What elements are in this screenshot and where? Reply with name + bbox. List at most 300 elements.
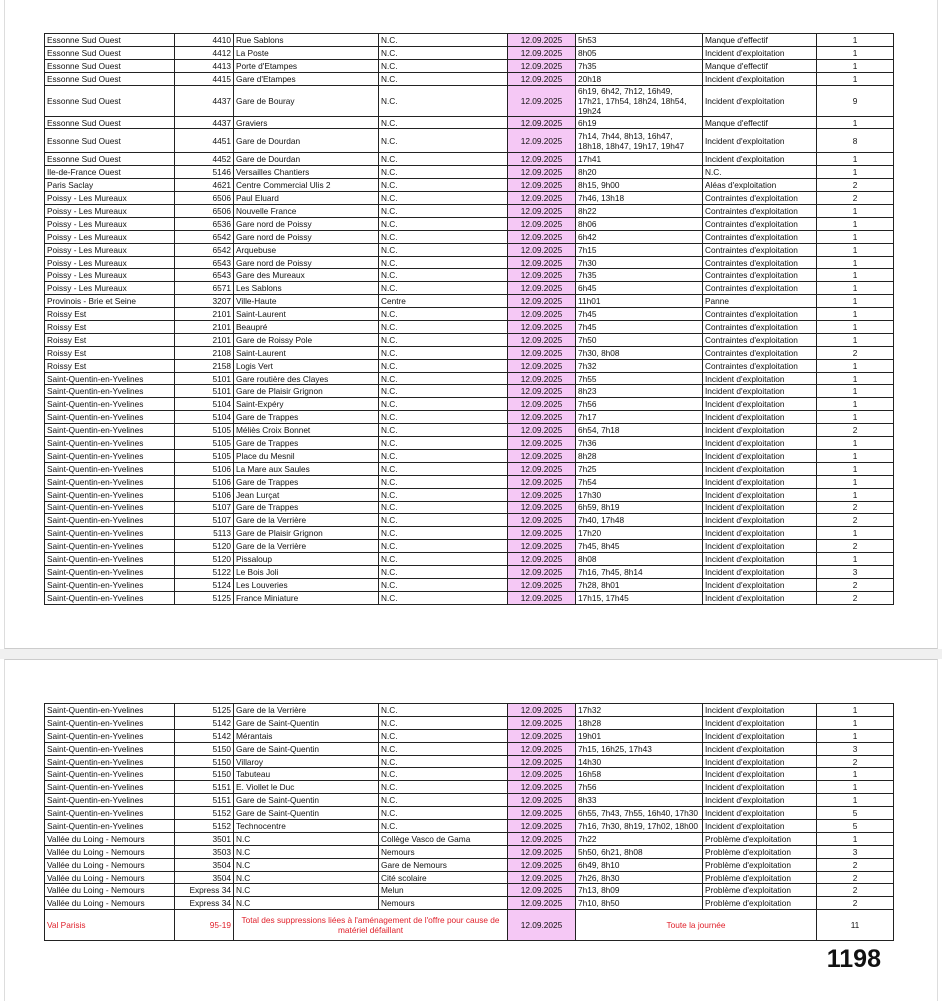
cell-count: 1 [817,153,894,166]
cell-line: 6536 [175,217,234,230]
cell-network: Paris Saclay [45,179,175,192]
cell-line: 3504 [175,871,234,884]
cell-direction: N.C. [379,321,508,334]
cell-times: 7h15 [576,243,703,256]
cell-line: 4437 [175,116,234,129]
cell-date: 12.09.2025 [508,858,576,871]
cell-direction: N.C. [379,553,508,566]
cell-date: 12.09.2025 [508,424,576,437]
cell-network: Saint-Quentin-en-Yvelines [45,565,175,578]
cell-date: 12.09.2025 [508,59,576,72]
cell-stop: Gare de Dourdan [234,129,379,153]
cell-line: 4410 [175,34,234,47]
cell-network: Saint-Quentin-en-Yvelines [45,514,175,527]
cell-reason: Manque d'effectif [703,116,817,129]
cell-reason: Incident d'exploitation [703,72,817,85]
cell-line: 5104 [175,398,234,411]
cell-times: 7h30, 8h08 [576,346,703,359]
cell-network: Essonne Sud Ouest [45,59,175,72]
cell-network: Poissy - Les Mureaux [45,230,175,243]
cell-direction: N.C. [379,72,508,85]
cell-count: 1 [817,59,894,72]
cell-times: 6h55, 7h43, 7h55, 16h40, 17h30 [576,807,703,820]
cell-count: 5 [817,820,894,833]
cell-reason: Incident d'exploitation [703,781,817,794]
cell-times: 17h41 [576,153,703,166]
cell-count: 1 [817,716,894,729]
cell-stop: Gare de Trappes [234,475,379,488]
cell-direction: N.C. [379,437,508,450]
cell-times: 7h35 [576,59,703,72]
cell-direction: Nemours [379,897,508,910]
cell-network: Essonne Sud Ouest [45,129,175,153]
cell-date: 12.09.2025 [508,308,576,321]
cell-direction: N.C. [379,256,508,269]
cell-count: 1 [817,269,894,282]
table-row [45,897,894,910]
cell-date: 12.09.2025 [508,449,576,462]
cell-stop: N.C [234,897,379,910]
cell-count: 1 [817,488,894,501]
cell-stop: Villaroy [234,755,379,768]
cell-date: 12.09.2025 [508,781,576,794]
cell-stop: N.C [234,858,379,871]
cell-stop: Saint-Laurent [234,308,379,321]
cell-date: 12.09.2025 [508,565,576,578]
table-row [45,346,894,359]
cell-line: 2108 [175,346,234,359]
cell-reason: Incident d'exploitation [703,129,817,153]
total-network: Val Parisis [45,910,175,941]
cell-network: Saint-Quentin-en-Yvelines [45,540,175,553]
cell-direction: N.C. [379,46,508,59]
cell-date: 12.09.2025 [508,591,576,604]
cell-date: 12.09.2025 [508,514,576,527]
cell-times: 8h33 [576,794,703,807]
cell-stop: Gare de Roissy Pole [234,333,379,346]
table-row [45,205,894,218]
cell-times: 6h19, 6h42, 7h12, 16h49, 17h21, 17h54, 18h24, 18h54, 19h24 [576,85,703,116]
cell-count: 1 [817,398,894,411]
cell-network: Provinois - Brie et Seine [45,295,175,308]
cell-reason: N.C. [703,166,817,179]
cell-times: 7h22 [576,832,703,845]
cell-times: 7h56 [576,781,703,794]
cell-line: 5105 [175,424,234,437]
table-row [45,794,894,807]
cell-direction: N.C. [379,217,508,230]
cell-count: 1 [817,217,894,230]
table-row [45,514,894,527]
table-row [45,153,894,166]
cell-line: 5106 [175,488,234,501]
cell-direction: N.C. [379,129,508,153]
cell-times: 7h55 [576,372,703,385]
cell-date: 12.09.2025 [508,129,576,153]
table-row [45,858,894,871]
cell-stop: Méliès Croix Bonnet [234,424,379,437]
cell-count: 8 [817,129,894,153]
cell-direction: N.C. [379,205,508,218]
cell-count: 9 [817,85,894,116]
cell-stop: Graviers [234,116,379,129]
cell-date: 12.09.2025 [508,321,576,334]
cell-line: 5101 [175,372,234,385]
cell-line: 5142 [175,716,234,729]
cell-count: 2 [817,871,894,884]
table-row [45,462,894,475]
cell-stop: Gare nord de Poissy [234,230,379,243]
cell-date: 12.09.2025 [508,205,576,218]
cell-date: 12.09.2025 [508,398,576,411]
cell-reason: Manque d'effectif [703,59,817,72]
cell-line: 5105 [175,437,234,450]
cell-count: 1 [817,359,894,372]
cell-count: 1 [817,205,894,218]
cell-line: 5125 [175,704,234,717]
table-row [45,59,894,72]
cell-date: 12.09.2025 [508,716,576,729]
cell-network: Essonne Sud Ouest [45,85,175,116]
cell-stop: N.C [234,871,379,884]
cell-count: 3 [817,565,894,578]
cell-count: 1 [817,166,894,179]
cell-direction: N.C. [379,153,508,166]
table-row [45,871,894,884]
cell-network: Essonne Sud Ouest [45,34,175,47]
cell-times: 7h45 [576,308,703,321]
cell-line: 5150 [175,742,234,755]
cell-stop: Place du Mesnil [234,449,379,462]
cell-direction: N.C. [379,449,508,462]
table-row [45,704,894,717]
cell-count: 1 [817,832,894,845]
cell-reason: Incident d'exploitation [703,475,817,488]
cell-date: 12.09.2025 [508,832,576,845]
table-row [45,742,894,755]
table-row [45,46,894,59]
table-row [45,768,894,781]
cell-stop: Nouvelle France [234,205,379,218]
cell-reason: Incident d'exploitation [703,704,817,717]
table-row [45,321,894,334]
cell-reason: Problème d'exploitation [703,858,817,871]
cell-reason: Incident d'exploitation [703,755,817,768]
total-date: 12.09.2025 [508,910,576,941]
table-row [45,230,894,243]
cell-date: 12.09.2025 [508,230,576,243]
cell-direction: N.C. [379,704,508,717]
table-row [45,34,894,47]
cell-line: 5125 [175,591,234,604]
cell-stop: Les Louveries [234,578,379,591]
cell-stop: La Mare aux Saules [234,462,379,475]
cell-network: Saint-Quentin-en-Yvelines [45,398,175,411]
cell-direction: N.C. [379,411,508,424]
cell-line: 3504 [175,858,234,871]
cell-date: 12.09.2025 [508,704,576,717]
cell-direction: N.C. [379,59,508,72]
cell-stop: Le Bois Joli [234,565,379,578]
cell-network: Vallée du Loing - Nemours [45,832,175,845]
cell-count: 1 [817,46,894,59]
cell-stop: Pissaloup [234,553,379,566]
cell-reason: Contraintes d'exploitation [703,217,817,230]
cell-direction: N.C. [379,578,508,591]
cell-reason: Contraintes d'exploitation [703,256,817,269]
cell-stop: Centre Commercial Ulis 2 [234,179,379,192]
cell-stop: France Miniature [234,591,379,604]
cell-stop: E. Viollet le Duc [234,781,379,794]
cell-reason: Incident d'exploitation [703,153,817,166]
cell-stop: Jean Lurçat [234,488,379,501]
cell-stop: N.C [234,884,379,897]
cell-date: 12.09.2025 [508,807,576,820]
cell-date: 12.09.2025 [508,116,576,129]
cell-count: 1 [817,321,894,334]
cell-times: 20h18 [576,72,703,85]
cell-line: 6542 [175,243,234,256]
cell-reason: Problème d'exploitation [703,871,817,884]
cell-date: 12.09.2025 [508,243,576,256]
cell-network: Ile-de-France Ouest [45,166,175,179]
cell-count: 2 [817,591,894,604]
cell-times: 7h28, 8h01 [576,578,703,591]
cell-times: 7h35 [576,269,703,282]
cell-network: Poissy - Les Mureaux [45,256,175,269]
cell-direction: N.C. [379,475,508,488]
cell-date: 12.09.2025 [508,385,576,398]
cell-date: 12.09.2025 [508,346,576,359]
cell-direction: N.C. [379,269,508,282]
table-row [45,755,894,768]
cell-date: 12.09.2025 [508,269,576,282]
cell-date: 12.09.2025 [508,845,576,858]
cell-date: 12.09.2025 [508,462,576,475]
cell-times: 6h19 [576,116,703,129]
cell-direction: N.C. [379,359,508,372]
cell-reason: Incident d'exploitation [703,716,817,729]
cell-direction: N.C. [379,794,508,807]
cell-reason: Contraintes d'exploitation [703,269,817,282]
cell-direction: Cité scolaire [379,871,508,884]
table-row [45,832,894,845]
cell-reason: Problème d'exploitation [703,884,817,897]
cell-network: Saint-Quentin-en-Yvelines [45,768,175,781]
cell-count: 1 [817,437,894,450]
cell-line: 5122 [175,565,234,578]
table-row [45,192,894,205]
cell-times: 7h32 [576,359,703,372]
cell-network: Saint-Quentin-en-Yvelines [45,755,175,768]
cell-reason: Panne [703,295,817,308]
cell-reason: Incident d'exploitation [703,794,817,807]
cell-times: 17h30 [576,488,703,501]
cell-network: Saint-Quentin-en-Yvelines [45,437,175,450]
cell-date: 12.09.2025 [508,46,576,59]
cell-date: 12.09.2025 [508,359,576,372]
table-row [45,488,894,501]
cell-times: 8h23 [576,385,703,398]
cell-count: 2 [817,897,894,910]
cell-times: 5h53 [576,34,703,47]
cell-times: 7h14, 7h44, 8h13, 16h47, 18h18, 18h47, 19h17, 19h47 [576,129,703,153]
cell-reason: Contraintes d'exploitation [703,192,817,205]
cell-count: 3 [817,742,894,755]
cell-times: 7h36 [576,437,703,450]
cell-count: 2 [817,346,894,359]
cell-direction: N.C. [379,398,508,411]
cell-network: Roissy Est [45,359,175,372]
table-row [45,359,894,372]
cell-network: Poissy - Les Mureaux [45,269,175,282]
table-row [45,553,894,566]
cell-reason: Problème d'exploitation [703,832,817,845]
cell-direction: N.C. [379,230,508,243]
cell-line: 2158 [175,359,234,372]
cell-direction: N.C. [379,501,508,514]
cell-direction: N.C. [379,591,508,604]
cell-stop: Saint-Laurent [234,346,379,359]
table-row [45,845,894,858]
cell-stop: Gare de Saint-Quentin [234,807,379,820]
cell-reason: Manque d'effectif [703,34,817,47]
cell-date: 12.09.2025 [508,897,576,910]
cell-date: 12.09.2025 [508,871,576,884]
cell-network: Vallée du Loing - Nemours [45,884,175,897]
cell-reason: Incident d'exploitation [703,729,817,742]
cell-direction: N.C. [379,424,508,437]
cell-line: 5120 [175,540,234,553]
cell-network: Essonne Sud Ouest [45,153,175,166]
cell-stop: Gare de Saint-Quentin [234,742,379,755]
cell-direction: Nemours [379,845,508,858]
cell-times: 7h25 [576,462,703,475]
cell-direction: N.C. [379,282,508,295]
cell-times: 8h22 [576,205,703,218]
cell-count: 1 [817,72,894,85]
cell-network: Saint-Quentin-en-Yvelines [45,462,175,475]
cell-count: 1 [817,462,894,475]
cell-line: 3207 [175,295,234,308]
cell-count: 2 [817,858,894,871]
cell-network: Roissy Est [45,333,175,346]
cell-reason: Problème d'exploitation [703,897,817,910]
cell-stop: Gare de Trappes [234,437,379,450]
cell-reason: Contraintes d'exploitation [703,333,817,346]
cell-date: 12.09.2025 [508,540,576,553]
cell-direction: N.C. [379,716,508,729]
table-row [45,256,894,269]
cell-count: 2 [817,514,894,527]
cell-date: 12.09.2025 [508,217,576,230]
cell-line: 2101 [175,308,234,321]
cell-count: 1 [817,527,894,540]
page-number: 1198 [826,945,881,973]
cell-stop: Gare nord de Poissy [234,256,379,269]
cell-direction: Melun [379,884,508,897]
table-row [45,591,894,604]
cell-direction: N.C. [379,308,508,321]
cell-stop: Porte d'Etampes [234,59,379,72]
cell-direction: N.C. [379,768,508,781]
cell-network: Poissy - Les Mureaux [45,217,175,230]
cell-network: Saint-Quentin-en-Yvelines [45,449,175,462]
cell-stop: Saint-Expéry [234,398,379,411]
table-row [45,884,894,897]
cell-direction: N.C. [379,116,508,129]
cell-network: Saint-Quentin-en-Yvelines [45,742,175,755]
cell-line: 4415 [175,72,234,85]
cell-times: 8h06 [576,217,703,230]
cell-date: 12.09.2025 [508,372,576,385]
document-page-1 [4,0,938,649]
table-row [45,269,894,282]
cell-line: 5152 [175,820,234,833]
cell-line: 6543 [175,269,234,282]
table-row [45,129,894,153]
cell-network: Poissy - Les Mureaux [45,205,175,218]
cell-reason: Incident d'exploitation [703,462,817,475]
cell-network: Vallée du Loing - Nemours [45,858,175,871]
cell-reason: Incident d'exploitation [703,398,817,411]
cell-count: 5 [817,807,894,820]
cell-reason: Incident d'exploitation [703,46,817,59]
cell-network: Vallée du Loing - Nemours [45,871,175,884]
table-row [45,820,894,833]
cell-stop: Gare de Trappes [234,411,379,424]
cell-count: 1 [817,230,894,243]
table-row [45,578,894,591]
table-row [45,437,894,450]
cell-network: Saint-Quentin-en-Yvelines [45,820,175,833]
cell-stop: Arquebuse [234,243,379,256]
total-count: 11 [817,910,894,941]
cell-date: 12.09.2025 [508,501,576,514]
table-row [45,72,894,85]
cell-count: 2 [817,192,894,205]
cell-reason: Incident d'exploitation [703,768,817,781]
table-row [45,501,894,514]
cell-reason: Incident d'exploitation [703,372,817,385]
cell-line: 5152 [175,807,234,820]
cell-date: 12.09.2025 [508,527,576,540]
cell-times: 14h30 [576,755,703,768]
cell-network: Poissy - Les Mureaux [45,243,175,256]
cell-count: 1 [817,372,894,385]
cell-network: Poissy - Les Mureaux [45,192,175,205]
cell-stop: Gare de Plaisir Grignon [234,527,379,540]
table-row [45,308,894,321]
cell-times: 7h45, 8h45 [576,540,703,553]
cell-line: 2101 [175,333,234,346]
cell-line: 5113 [175,527,234,540]
cell-times: 8h08 [576,553,703,566]
cell-network: Saint-Quentin-en-Yvelines [45,385,175,398]
cell-network: Saint-Quentin-en-Yvelines [45,501,175,514]
cell-network: Saint-Quentin-en-Yvelines [45,716,175,729]
table-row [45,385,894,398]
cell-direction: N.C. [379,514,508,527]
cell-direction: N.C. [379,462,508,475]
cell-direction: N.C. [379,333,508,346]
cell-count: 2 [817,424,894,437]
cell-date: 12.09.2025 [508,34,576,47]
cell-line: 5146 [175,166,234,179]
cell-reason: Contraintes d'exploitation [703,205,817,218]
table-row [45,729,894,742]
cell-line: 2101 [175,321,234,334]
